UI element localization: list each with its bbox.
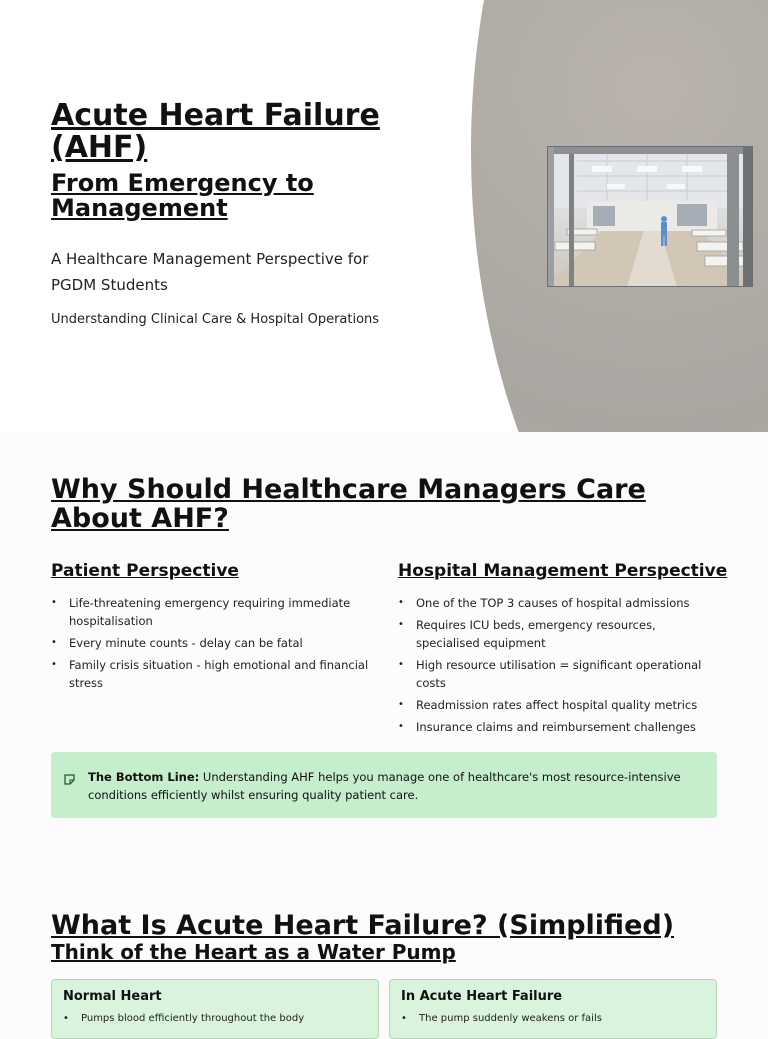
list-item: • Insurance claims and reimbursement challenges [398, 718, 718, 736]
hospital-perspective-title: Hospital Management Perspective [398, 561, 728, 581]
hero-note: Understanding Clinical Care & Hospital Operations [51, 312, 380, 327]
card-title: Normal Heart [63, 989, 162, 1004]
list-item: • High resource utilisation = significant operational costs [398, 656, 718, 692]
hero-description: A Healthcare Management Perspective for PGDM Students [51, 250, 369, 294]
list-item: • The pump suddenly weakens or fails [401, 1012, 701, 1026]
list-item: • Every minute counts - delay can be fatal [51, 634, 371, 652]
card-title: In Acute Heart Failure [401, 989, 563, 1004]
patient-perspective-title: Patient Perspective [51, 561, 239, 581]
callout-body: Understanding AHF helps you manage one of healthcare's most resource-intensive conditions efficiently whilst ensuring quality patient care. [88, 770, 681, 802]
list-item: • Pumps blood efficiently throughout the body [63, 1012, 363, 1026]
why-section-heading: Why Should Healthcare Managers Care About AHF? [51, 474, 646, 534]
page-subtitle: From Emergency to Management [51, 169, 314, 222]
hero-section [0, 0, 768, 432]
callout-label: The Bottom Line: [88, 770, 200, 784]
page-title: Acute Heart Failure (AHF) [51, 98, 380, 165]
bottom-line-callout [51, 752, 717, 818]
card-list [63, 1012, 363, 1030]
normal-heart-card [51, 979, 379, 1039]
hospital-ward-photo [547, 146, 753, 287]
list-item: • Requires ICU beds, emergency resources, specialised equipment [398, 616, 718, 652]
note-icon [64, 770, 74, 780]
list-item: • Readmission rates affect hospital quality metrics [398, 696, 718, 714]
list-item: • One of the TOP 3 causes of hospital admissions [398, 594, 718, 612]
list-item: • Life-threatening emergency requiring immediate hospitalisation [51, 594, 371, 630]
hospital-perspective-list [398, 594, 718, 740]
card-list [401, 1012, 701, 1030]
what-section-heading: What Is Acute Heart Failure? (Simplified) [51, 910, 675, 941]
patient-perspective-list [51, 594, 371, 696]
what-section-subheading: Think of the Heart as a Water Pump [51, 940, 456, 964]
callout-text [88, 768, 698, 804]
list-item: • Family crisis situation - high emotional and financial stress [51, 656, 371, 692]
ahf-card [389, 979, 717, 1039]
